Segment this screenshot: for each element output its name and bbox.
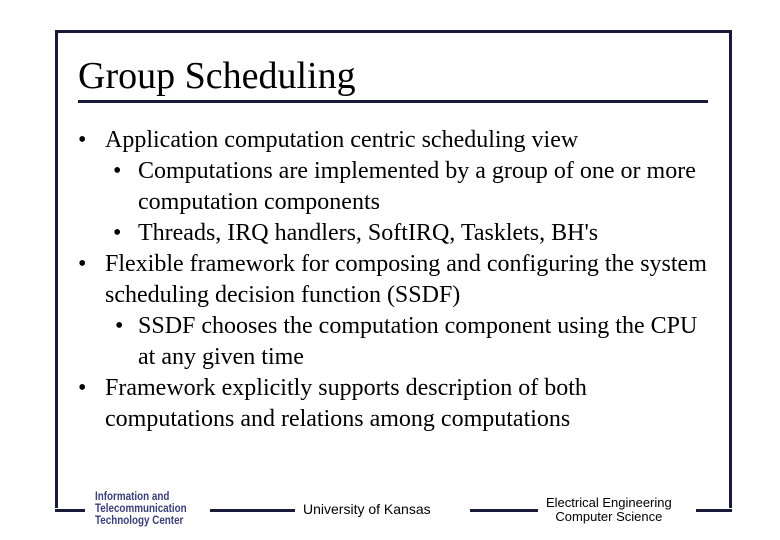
footer-bar-mid-left [210, 509, 295, 512]
bullet-item [78, 311, 718, 373]
logo-line: Information and [95, 489, 170, 503]
footer-bar-right [696, 509, 732, 512]
bullet-marker: • [78, 375, 87, 401]
bullet-item [78, 125, 718, 156]
slide-frame-top [55, 30, 732, 33]
bullet-text: Framework explicitly supports description of both computations and relations among computations [105, 375, 587, 432]
bullet-marker: • [78, 127, 87, 153]
bullet-text: SSDF chooses the computation component using the CPU at any given time [138, 313, 698, 370]
logo-line: Telecommunication [95, 501, 187, 515]
slide-frame-left [55, 30, 58, 508]
footer-bar-left [55, 509, 85, 512]
footer-bar-mid-right [470, 509, 538, 512]
bullet-text: Computations are implemented by a group of one or more computation components [138, 158, 696, 215]
bullet-marker: • [78, 251, 87, 277]
department-line: Computer Science [555, 509, 663, 524]
bullet-text: Threads, IRQ handlers, SoftIRQ, Tasklets, BH's [138, 220, 599, 246]
bullet-list [78, 125, 718, 435]
bullet-text: Application computation centric scheduling view [105, 127, 579, 153]
logo-line: Technology Center [95, 513, 184, 527]
department-name [546, 496, 672, 524]
department-line: Electrical Engineering [546, 495, 672, 510]
slide-title: Group Scheduling [78, 55, 356, 97]
bullet-item [78, 218, 718, 249]
bullet-marker: • [113, 220, 122, 246]
title-underline [78, 100, 708, 103]
ittc-logo [95, 490, 187, 526]
bullet-item [78, 249, 718, 311]
bullet-item [78, 373, 718, 435]
bullet-marker: • [115, 313, 124, 339]
bullet-marker: • [113, 158, 122, 184]
university-name: University of Kansas [303, 501, 431, 517]
bullet-item [78, 156, 718, 218]
bullet-text: Flexible framework for composing and configuring the system scheduling decision function (SSDF) [105, 251, 707, 308]
slide-frame-right [729, 30, 732, 508]
